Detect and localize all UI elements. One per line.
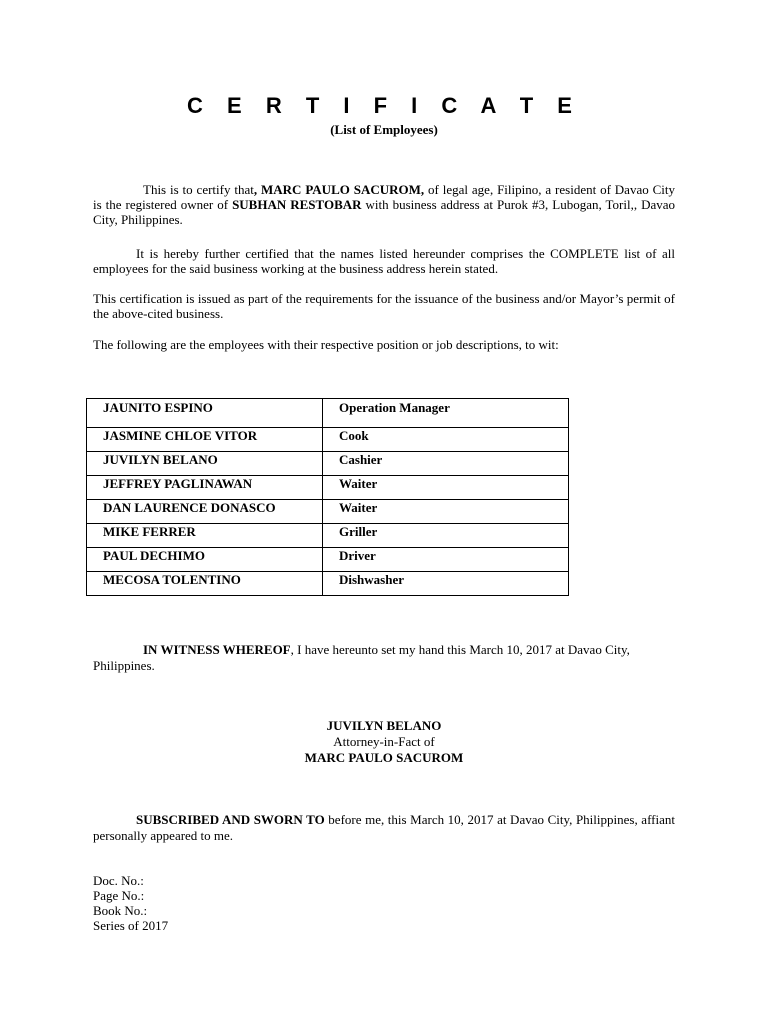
witness-paragraph [93,642,675,674]
table-row [87,524,569,548]
p2-text: It is hereby further certified that the names listed hereunder comprises the COMPLETE list of all employees for the said business working at the business address herein stated. [93,246,675,276]
employee-name: MIKE FERRER [87,524,323,548]
signature-block [0,718,768,766]
book-number-label: Book No.: [93,903,148,918]
employee-position: Griller [323,524,569,548]
signatory-role: Attorney-in-Fact of [333,734,435,749]
series-label: Series of 2017 [93,918,169,933]
table-row [87,572,569,596]
employee-position: Operation Manager [323,399,569,428]
table-row [87,500,569,524]
p1-post: with business address at Purok #3, Lubogan, Toril,, Davao City, Philippines. [93,197,675,227]
table-row [87,548,569,572]
table-row [87,476,569,500]
notarial-details [93,873,168,933]
table-row [87,452,569,476]
table-row [87,399,569,428]
certificate-title: C E R T I F I C A T E [187,93,581,118]
employee-position: Cook [323,428,569,452]
employee-name: JUVILYN BELANO [87,452,323,476]
employee-name: DAN LAURENCE DONASCO [87,500,323,524]
sworn-heading: SUBSCRIBED AND SWORN TO [136,812,325,827]
employee-position: Driver [323,548,569,572]
employee-name: PAUL DECHIMO [87,548,323,572]
complete-list-paragraph [93,246,675,276]
certification-paragraph [93,182,675,227]
doc-number-label: Doc. No.: [93,873,144,888]
certificate-subtitle: (List of Employees) [330,122,438,137]
employee-position: Waiter [323,476,569,500]
business-name: SUBHAN RESTOBAR [232,197,362,212]
employee-position: Dishwasher [323,572,569,596]
employee-name: JASMINE CHLOE VITOR [87,428,323,452]
witness-heading: IN WITNESS WHEREOF [143,642,291,657]
sworn-text: before me, this March 10, 2017 at Davao City, Philippines, affiant personally appeared to me. [93,812,675,843]
employee-name: MECOSA TOLENTINO [87,572,323,596]
sworn-paragraph [93,812,675,844]
purpose-paragraph: This certification is issued as part of the requirements for the issuance of the business and/or Mayor’s permit of the above-cited business. [93,291,675,321]
p1-pre: This is to certify that [143,182,254,197]
employee-name: JAUNITO ESPINO [87,399,323,428]
employee-position: Cashier [323,452,569,476]
owner-name: , MARC PAULO SACUROM, [253,182,425,197]
page-number-label: Page No.: [93,888,145,903]
principal-name: MARC PAULO SACUROM [304,750,464,765]
table-row [87,428,569,452]
signatory-name: JUVILYN BELANO [326,718,442,733]
p1-mid: of legal age, Filipino, a resident of Davao City is the registered owner of [93,182,676,212]
employees-intro: The following are the employees with their respective position or job descriptions, to wit: [93,337,559,352]
employee-name: JEFFREY PAGLINAWAN [87,476,323,500]
witness-text: , I have hereunto set my hand this March 10, 2017 at Davao City, Philippines. [93,642,630,673]
employee-position: Waiter [323,500,569,524]
employee-table [86,398,569,596]
